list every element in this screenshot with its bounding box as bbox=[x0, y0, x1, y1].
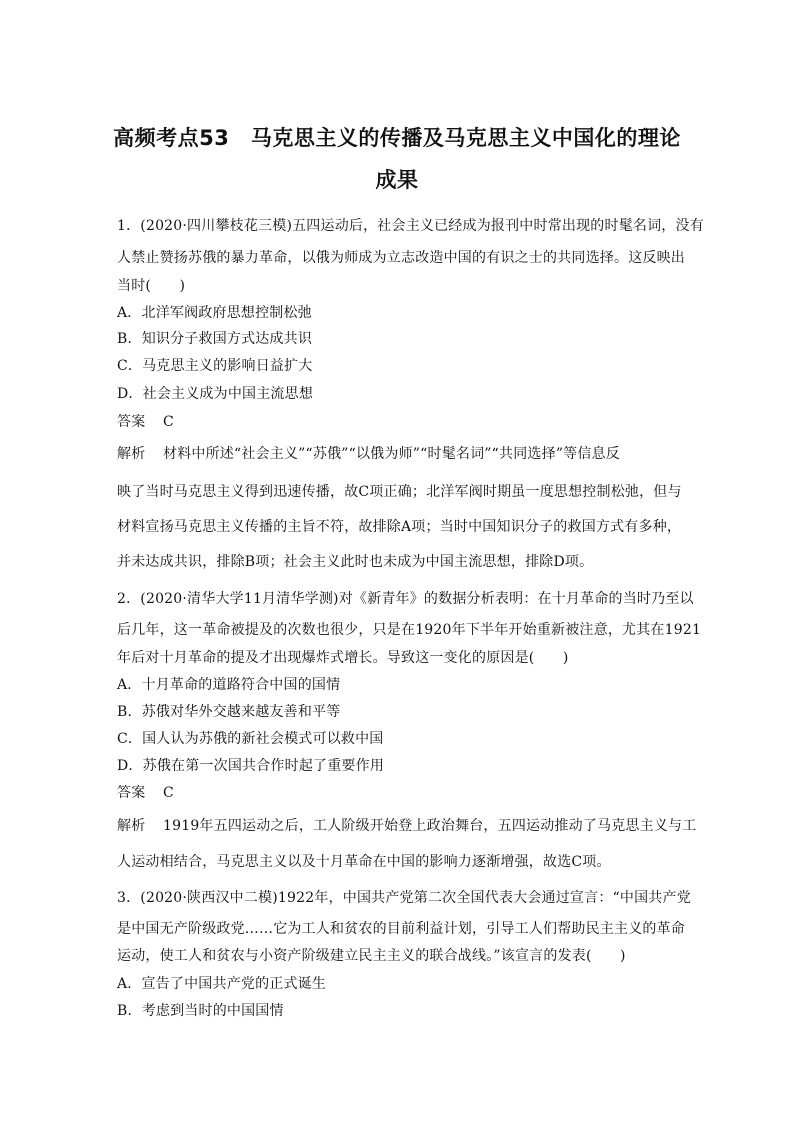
q1-stem-line: 人禁止赞扬苏俄的暴力革命，以俄为师成为立志改造中国的有识之士的共同选择。这反映出 bbox=[117, 250, 685, 266]
q1-analysis-line: 材料宣扬马克思主义传播的主旨不符，故排除A项；当时中国知识分子的救国方式有多种， bbox=[117, 519, 682, 535]
q1-answer-value: C bbox=[163, 414, 174, 430]
q2-option-c: C．国人认为苏俄的新社会模式可以救中国 bbox=[117, 731, 384, 747]
q1-stem-line: 当时( ) bbox=[117, 278, 186, 294]
q2-stem-line: 2．(2020·清华大学11月清华学测)对《新青年》的数据分析表明：在十月革命的当时乃至以 bbox=[117, 591, 694, 607]
analysis-label: 解析 bbox=[117, 818, 146, 834]
q3-stem-line: 运动，使工人和贫农与小资产阶级建立民主主义的联合战线。”该宣言的发表( ) bbox=[117, 948, 626, 964]
q1-analysis-line: 映了当时马克思主义得到迅速传播，故C项正确；北洋军阀时期虽一度思想控制松弛，但与 bbox=[117, 484, 682, 500]
q2-option-a: A．十月革命的道路符合中国的国情 bbox=[117, 677, 341, 693]
page-title-continued: 成果 bbox=[375, 168, 419, 192]
q2-analysis-line bbox=[117, 816, 696, 836]
q3-stem-line: 3．(2020·陕西汉中二模)1922年，中国共产党第二次全国代表大会通过宣言：“中国共产党 bbox=[117, 890, 691, 906]
q1-answer bbox=[117, 412, 174, 432]
q2-option-b: B．苏俄对华外交越来越友善和平等 bbox=[117, 704, 341, 720]
q1-option-a: A．北洋军阀政府思想控制松弛 bbox=[117, 305, 312, 321]
q2-analysis-text: 1919年五四运动之后，工人阶级开始登上政治舞台，五四运动推动了马克思主义与工 bbox=[163, 818, 697, 834]
q2-analysis-line: 人运动相结合，马克思主义以及十月革命在中国的影响力逐渐增强，故选C项。 bbox=[117, 854, 611, 870]
answer-label: 答案 bbox=[117, 785, 146, 801]
q3-option-a: A．宣告了中国共产党的正式诞生 bbox=[117, 976, 327, 992]
page-title: 高频考点53 马克思主义的传播及马克思主义中国化的理论 bbox=[113, 126, 681, 150]
q1-analysis-line bbox=[117, 444, 620, 464]
q1-option-b: B．知识分子救国方式达成共识 bbox=[117, 331, 313, 347]
q1-analysis-text: 材料中所述“社会主义”“苏俄”“以俄为师”“时髦名词”“共同选择”等信息反 bbox=[163, 446, 620, 462]
q1-analysis-line: 并未达成共识，排除B项；社会主义此时也未成为中国主流思想，排除D项。 bbox=[117, 554, 594, 570]
q2-stem-line: 后几年，这一革命被提及的次数也很少，只是在1920年下半年开始重新被注意，尤其在1921 bbox=[117, 622, 702, 638]
q2-answer-value: C bbox=[163, 785, 174, 801]
q2-option-d: D．苏俄在第一次国共合作时起了重要作用 bbox=[117, 758, 385, 774]
q1-option-d: D．社会主义成为中国主流思想 bbox=[117, 386, 314, 402]
q2-stem-line: 年后对十月革命的提及才出现爆炸式增长。导致这一变化的原因是( ) bbox=[117, 650, 569, 666]
q1-option-c: C．马克思主义的影响日益扩大 bbox=[117, 358, 313, 374]
q2-answer bbox=[117, 783, 174, 803]
q3-stem-line: 是中国无产阶级政党……它为工人和贫农的目前利益计划，引导工人们帮助民主主义的革命 bbox=[117, 921, 685, 937]
q1-stem-line: 1．(2020·四川攀枝花三模)五四运动后，社会主义已经成为报刊中时常出现的时髦名词，没有 bbox=[117, 218, 704, 234]
analysis-label: 解析 bbox=[117, 446, 146, 462]
answer-label: 答案 bbox=[117, 414, 146, 430]
q3-option-b: B．考虑到当时的中国国情 bbox=[117, 1003, 284, 1019]
